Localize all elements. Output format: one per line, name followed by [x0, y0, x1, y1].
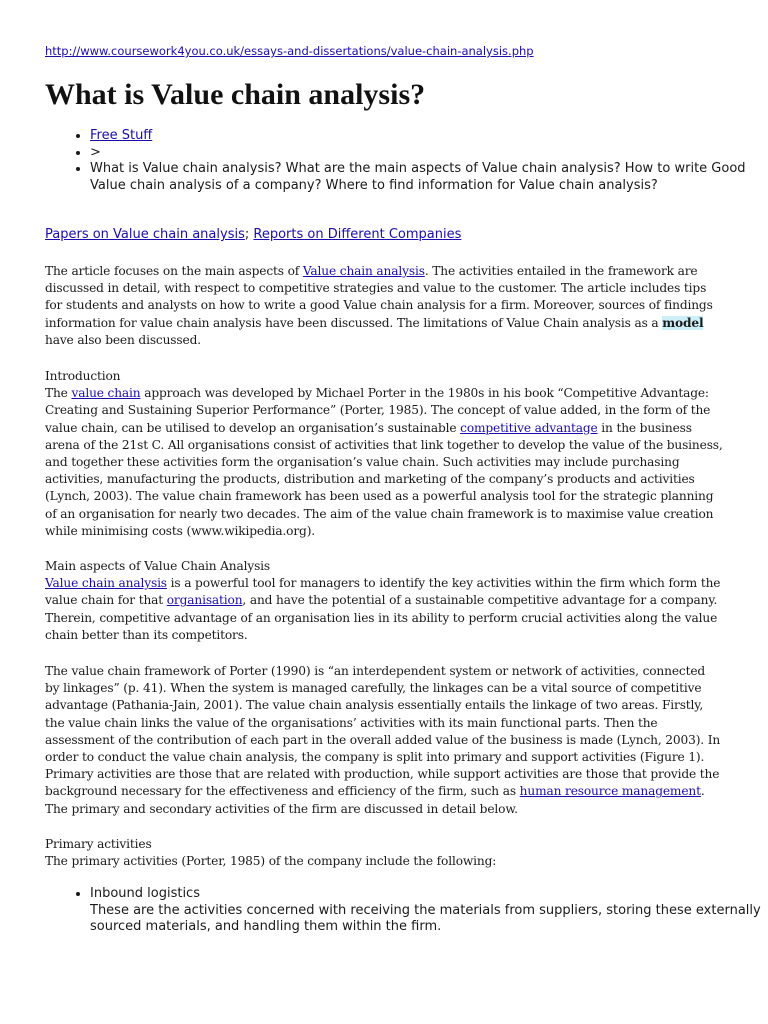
value-chain-analysis-link[interactable]: Value chain analysis [302, 264, 425, 278]
text: The value chain framework of Porter (1990) is “an interdependent system or network of activities, connected by linkages” (p. 41). When the system is managed carefully, the linkages can be a vital source of competitive advantage (Pathania-Jain, 2001). The value chain analysis essentially entails the linkage of two areas. Firstly, the value chain links the value of the organisations’ activities with its main functional parts. Then the assessment of the contribution of each part in the overall added value of the business is made (Lynch, 2003). In order to conduct the value chain analysis, the company is split into primary and support activities (Figure 1). Primary activities are those that are related with production, while support activities are those that provide the background necessary for the effectiveness and efficiency of the firm, such as [45, 664, 721, 799]
human-resource-management-link[interactable]: human resource management [519, 784, 701, 799]
text: . The activities entailed in the framework are discussed in detail, with respect to competitive strategies and value to the customer. The article includes tips for students and analysts on how to write a good Value chain analysis for a firm. Moreover, sources of findings information for value chain analysis have been discussed. The limitations of Value Chain analysis as a [45, 264, 713, 330]
highlighted-term: model [662, 315, 704, 330]
activity-title: • Inbound logistics [90, 886, 200, 901]
competitive-advantage-link[interactable]: competitive advantage [460, 420, 598, 435]
section-text: The primary activities (Porter, 1985) of the company include the following: [45, 854, 497, 869]
section-heading: Primary activities [45, 837, 152, 851]
page-title: What is Value chain analysis? [45, 78, 426, 111]
intro-paragraph [45, 263, 723, 349]
text: in the business arena of the 21st C. All organisations consist of activities that link together to develop the value of the business, and together these activities form the organisation’s value chain. Such activities may include purchasing activities, manufacturing the products, distribution and marketing of the company’s products and activities (Lynch, 2003). The value chain framework has been used as a powerful analysis tool for the strategic planning of an organisation for nearly two decades. The aim of the value chain framework is to maximise value creation while minimising costs (www.wikipedia.org). [45, 420, 723, 538]
text: . The primary and secondary activities of the firm are discussed in detail below. [45, 784, 705, 816]
breadcrumb-list [45, 128, 768, 194]
breadcrumb-separator: > [90, 144, 101, 160]
text: , and have the potential of a sustainable competitive advantage for a company. Therein, competitive advantage of an organisation lies in its ability to perform crucial activities along the value chain better than its competitors. [45, 593, 718, 642]
list-item [90, 886, 768, 936]
main-aspects-section [45, 558, 723, 644]
list-item [90, 128, 768, 145]
reports-link[interactable]: Reports on Different Companies [253, 227, 462, 242]
text: The [45, 386, 72, 401]
list-item [90, 161, 768, 194]
list-item [90, 145, 768, 162]
source-url-link[interactable]: http://www.coursework4you.co.uk/essays-and-dissertations/value-chain-analysis.php [45, 44, 534, 58]
free-stuff-link[interactable]: Free Stuff [90, 128, 153, 143]
related-links [45, 227, 461, 242]
primary-activities-section [45, 836, 723, 870]
text: have also been discussed. [45, 332, 201, 347]
link-separator: ; [244, 227, 250, 242]
breadcrumb-current: What is Value chain analysis? What are the main aspects of Value chain analysis? How to write Good Value chain analysis of a company? Where to find information for Value chain analysis? [90, 161, 746, 193]
section-heading: Main aspects of Value Chain Analysis [45, 559, 271, 573]
text: The article focuses on the main aspects of [45, 264, 303, 278]
activity-description: These are the activities concerned with receiving the materials from suppliers, storing these externally sourced materials, and handling them within the firm. [90, 902, 761, 934]
value-chain-link[interactable]: value chain [71, 386, 141, 401]
section-heading: Introduction [45, 369, 121, 383]
framework-paragraph [45, 663, 723, 818]
papers-link[interactable]: Papers on Value chain analysis [45, 227, 245, 242]
value-chain-analysis-link[interactable]: Value chain analysis [45, 576, 167, 591]
introduction-section [45, 368, 723, 540]
organisation-link[interactable]: organisation [166, 593, 243, 608]
text: is a powerful tool for managers to identify the key activities within the firm which form the value chain for that [45, 576, 721, 608]
text: approach was developed by Michael Porter in the 1980s in his book “Competitive Advantage: Creating and Sustaining Superior Performance” (Porter, 1985). The concept of value added, in the form of the value chain, can be utilised to develop an organisation’s sustainable [45, 386, 711, 435]
primary-activities-list [45, 886, 768, 936]
